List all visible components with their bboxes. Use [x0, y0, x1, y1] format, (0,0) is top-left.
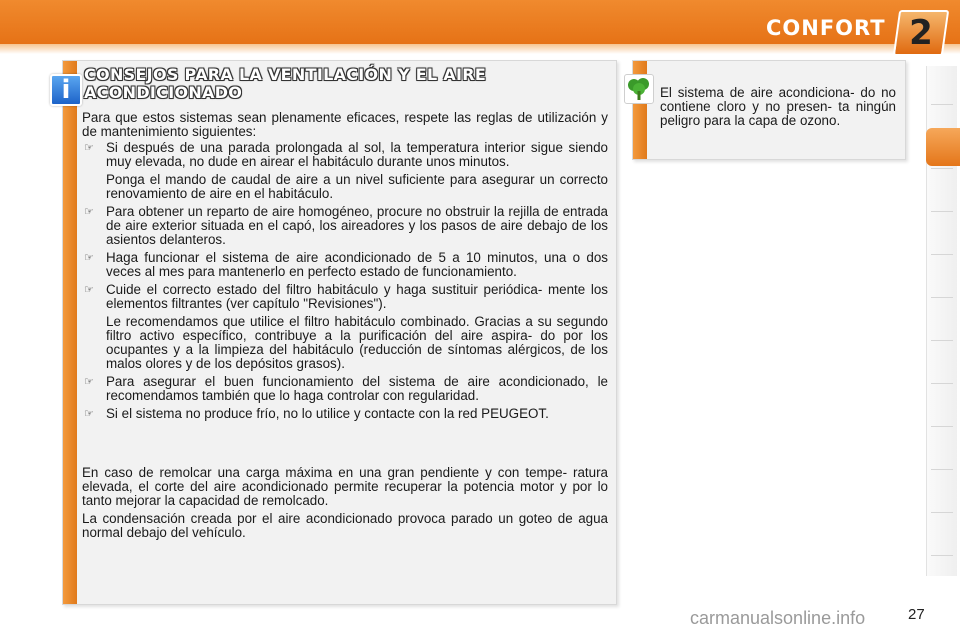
chapter-title: CONFORT	[766, 16, 886, 40]
chapter-badge	[893, 10, 949, 56]
list-item-text: Haga funcionar el sistema de aire acondicionado de 5 a 10 minutos, una o dos veces al mes para mantenerlo en perfecto estado de funcionamiento.	[106, 250, 608, 279]
tab-divider	[931, 512, 953, 513]
info-icon	[50, 74, 82, 106]
advice-list	[82, 141, 608, 425]
list-item	[82, 251, 608, 279]
list-item	[82, 375, 608, 403]
condensation-note: La condensación creada por el aire acondicionado provoca parado un goteo de agua normal debajo del vehículo.	[82, 511, 608, 540]
tab-divider	[931, 469, 953, 470]
tab-divider	[931, 104, 953, 105]
list-item-text: Si después de una parada prolongada al sol, la temperatura interior sigue siendo muy elevada, no dude en airear el habitáculo durante unos minutos.	[106, 140, 608, 169]
tab-divider	[931, 211, 953, 212]
environment-note: El sistema de aire acondiciona- do no contiene cloro y no presen- ta ningún peligro para la capa de ozono.	[660, 85, 896, 128]
tab-divider	[931, 254, 953, 255]
tab-divider	[931, 340, 953, 341]
tab-divider	[931, 426, 953, 427]
list-item	[82, 407, 608, 421]
list-item-text: Si el sistema no produce frío, no lo utilice y contacte con la red PEUGEOT.	[106, 406, 549, 421]
pointing-hand-icon: ☞	[84, 284, 94, 296]
closing-notes	[82, 466, 608, 544]
list-item	[82, 205, 608, 247]
pointing-hand-icon: ☞	[84, 142, 94, 154]
list-item	[82, 283, 608, 311]
tab-divider	[931, 383, 953, 384]
tree-icon	[624, 74, 654, 104]
section-title-line2: ACONDICIONADO	[84, 83, 243, 102]
towing-note: En caso de remolcar una carga máxima en una gran pendiente y con tempe- ratura elevada, el corte del aire acondicionado permite recuperar la potencia motor y por lo tanto mejorar la capacidad de remolcado.	[82, 465, 608, 508]
header-fade	[0, 44, 960, 54]
pointing-hand-icon: ☞	[84, 376, 94, 388]
info-icon-glyph: i	[61, 75, 71, 105]
list-item-continuation: Ponga el mando de caudal de aire a un nivel suficiente para asegurar un correcto renovamiento de aire en el habitáculo.	[106, 172, 608, 201]
list-item-text: Para obtener un reparto de aire homogéneo, procure no obstruir la rejilla de entrada de aire exterior situada en el capó, los aireadores y los pasos de aire debajo de los asientos delanteros.	[106, 204, 608, 247]
tab-divider	[931, 555, 953, 556]
intro-paragraph: Para que estos sistemas sean plenamente eficaces, respete las reglas de utilización y de mantenimiento siguientes:	[82, 110, 608, 139]
pointing-hand-icon: ☞	[84, 408, 94, 420]
main-panel-stripe	[63, 61, 77, 604]
pointing-hand-icon: ☞	[84, 252, 94, 264]
list-item-continuation: Le recomendamos que utilice el filtro habitáculo combinado. Gracias a su segundo filtro activo específico, contribuye a la purificación del aire aspira- do por los ocupantes y a la limpieza del habitáculo (reducción de síntomas alérgicos, de los malos olores y de los depósitos grasos).	[106, 314, 608, 371]
chapter-number: 2	[909, 13, 933, 53]
pointing-hand-icon: ☞	[84, 206, 94, 218]
watermark: carmanualsonline.info	[690, 608, 866, 628]
page-number: 27	[908, 606, 925, 623]
list-item	[82, 141, 608, 169]
list-item-text: Para asegurar el buen funcionamiento del sistema de aire acondicionado, le recomendamos también que lo haga controlar con regularidad.	[106, 374, 608, 403]
tab-divider	[931, 297, 953, 298]
chapter-tab-active[interactable]	[926, 128, 960, 166]
section-title-line1: CONSEJOS PARA LA VENTILACIÓN Y EL AIRE	[84, 65, 487, 84]
list-item-text: Cuide el correcto estado del filtro habitáculo y haga sustituir periódica- mente los elementos filtrantes (ver capítulo "Revisiones").	[106, 282, 608, 311]
section-title	[84, 66, 604, 102]
tab-divider	[931, 168, 953, 169]
